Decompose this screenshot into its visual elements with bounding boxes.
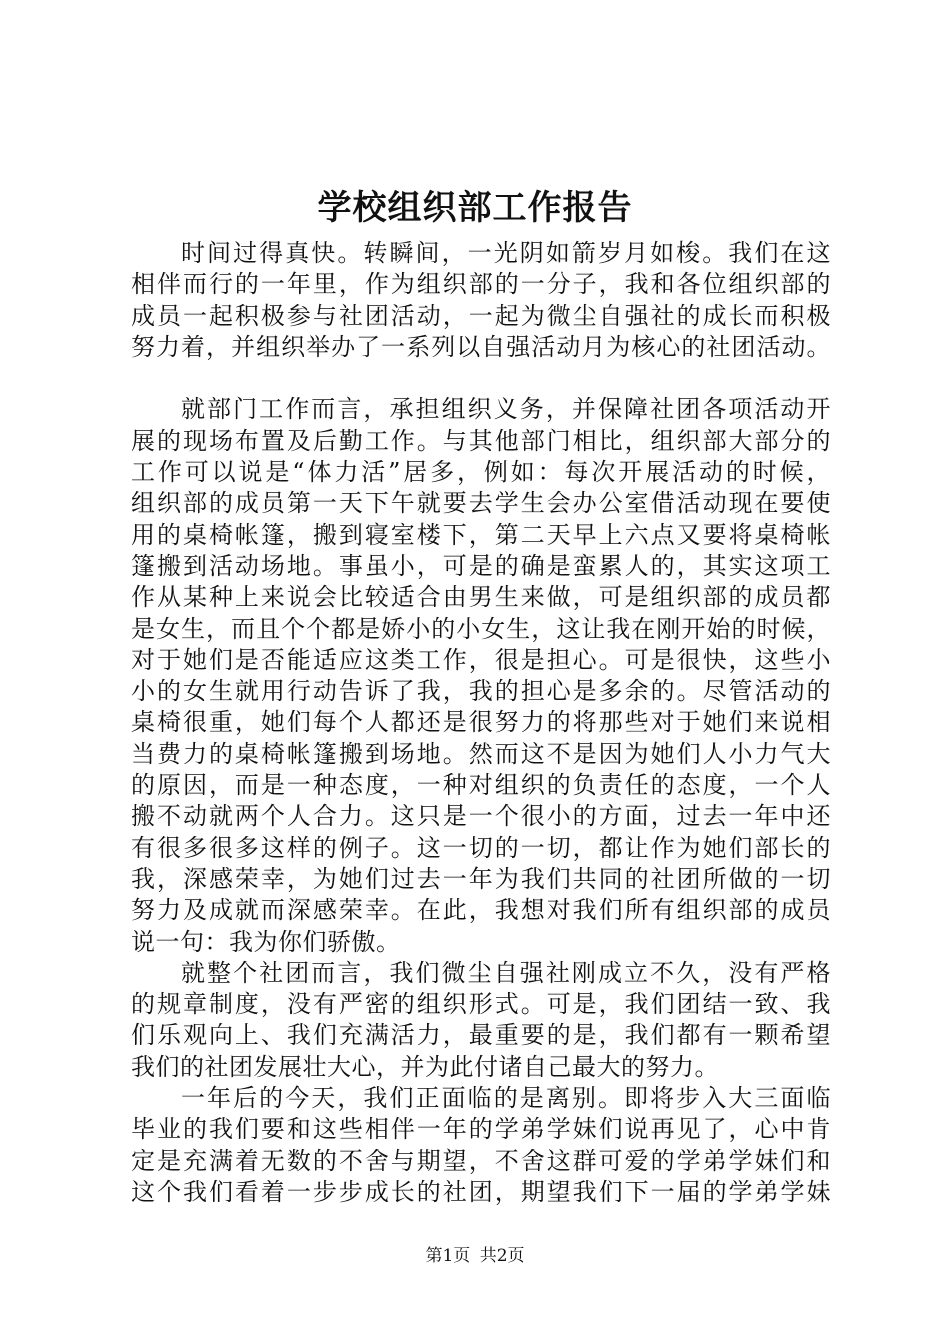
- paragraph-line: 用的桌椅帐篷，搬到寝室楼下，第二天早上六点又要将桌椅帐: [131, 520, 831, 549]
- paragraph-line: 说一句：我为你们骄傲。: [131, 927, 401, 956]
- paragraph-line: 们乐观向上、我们充满活力，最重要的是，我们都有一颗希望: [131, 1021, 831, 1050]
- paragraph-line: 工作可以说是“体力活”居多，例如：每次开展活动的时候，: [131, 458, 831, 487]
- paragraph-line: 小的女生就用行动告诉了我，我的担心是多余的。尽管活动的: [131, 677, 831, 706]
- document-body: [131, 238, 831, 1208]
- paragraph-line: 组织部的成员第一天下午就要去学生会办公室借活动现在要使: [131, 489, 831, 518]
- paragraph-line: 相伴而行的一年里，作为组织部的一分子，我和各位组织部的: [131, 270, 831, 299]
- paragraph-line: 作从某种上来说会比较适合由男生来做，可是组织部的成员都: [131, 583, 831, 612]
- paragraph-line: 这个我们看着一步步成长的社团，期望我们下一届的学弟学妹: [131, 1177, 831, 1206]
- page-number: 第1页: [425, 1246, 471, 1266]
- paragraph-line: 努力及成就而深感荣幸。在此，我想对我们所有组织部的成员: [131, 896, 831, 925]
- paragraph-line: 时间过得真快。转瞬间，一光阴如箭岁月如梭。我们在这: [181, 239, 831, 267]
- paragraph-line: 当费力的桌椅帐篷搬到场地。然而这不是因为她们人小力气大: [131, 739, 831, 768]
- page-footer: [0, 1244, 950, 1268]
- paragraph-line: 成员一起积极参与社团活动，一起为微尘自强社的成长而积极: [131, 301, 831, 330]
- paragraph-line: 就整个社团而言，我们微尘自强社刚成立不久，没有严格: [181, 958, 831, 987]
- paragraph-line: 毕业的我们要和这些相伴一年的学弟学妹们说再见了，心中肯: [131, 1115, 831, 1144]
- paragraph-line: 是女生，而且个个都是娇小的小女生，这让我在刚开始的时候，: [131, 614, 831, 643]
- paragraph-line: 一年后的今天，我们正面临的是离别。即将步入大三面临: [181, 1084, 831, 1113]
- paragraph-line: 的原因，而是一种态度，一种对组织的负责任的态度，一个人: [131, 771, 831, 800]
- paragraph-line: 就部门工作而言，承担组织义务，并保障社团各项活动开: [181, 395, 831, 424]
- paragraph-line: 定是充满着无数的不舍与期望，不舍这群可爱的学弟学妹们和: [131, 1146, 831, 1175]
- paragraph-line: 努力着，并组织举办了一系列以自强活动月为核心的社团活动。: [131, 332, 831, 361]
- page-total: 共2页: [479, 1246, 525, 1266]
- paragraph-line: 篷搬到活动场地。事虽小，可是的确是蛮累人的，其实这项工: [131, 551, 831, 580]
- paragraph-line: 展的现场布置及后勤工作。与其他部门相比，组织部大部分的: [131, 426, 831, 455]
- paragraph-line: 有很多很多这样的例子。这一切的一切，都让作为她们部长的: [131, 833, 831, 862]
- paragraph-spacer: [131, 363, 831, 394]
- paragraph-line: 桌椅很重，她们每个人都还是很努力的将那些对于她们来说相: [131, 708, 831, 737]
- paragraph-line: 搬不动就两个人合力。这只是一个很小的方面，过去一年中还: [131, 802, 831, 831]
- paragraph-line: 我，深感荣幸，为她们过去一年为我们共同的社团所做的一切: [131, 864, 831, 893]
- paragraph-line: 的规章制度，没有严密的组织形式。可是，我们团结一致、我: [131, 990, 831, 1019]
- paragraph-line: 对于她们是否能适应这类工作，很是担心。可是很快，这些小: [131, 645, 831, 674]
- paragraph-line: 我们的社团发展壮大心，并为此付诸自己最大的努力。: [131, 1052, 719, 1081]
- document-title: 学校组织部工作报告: [317, 188, 633, 228]
